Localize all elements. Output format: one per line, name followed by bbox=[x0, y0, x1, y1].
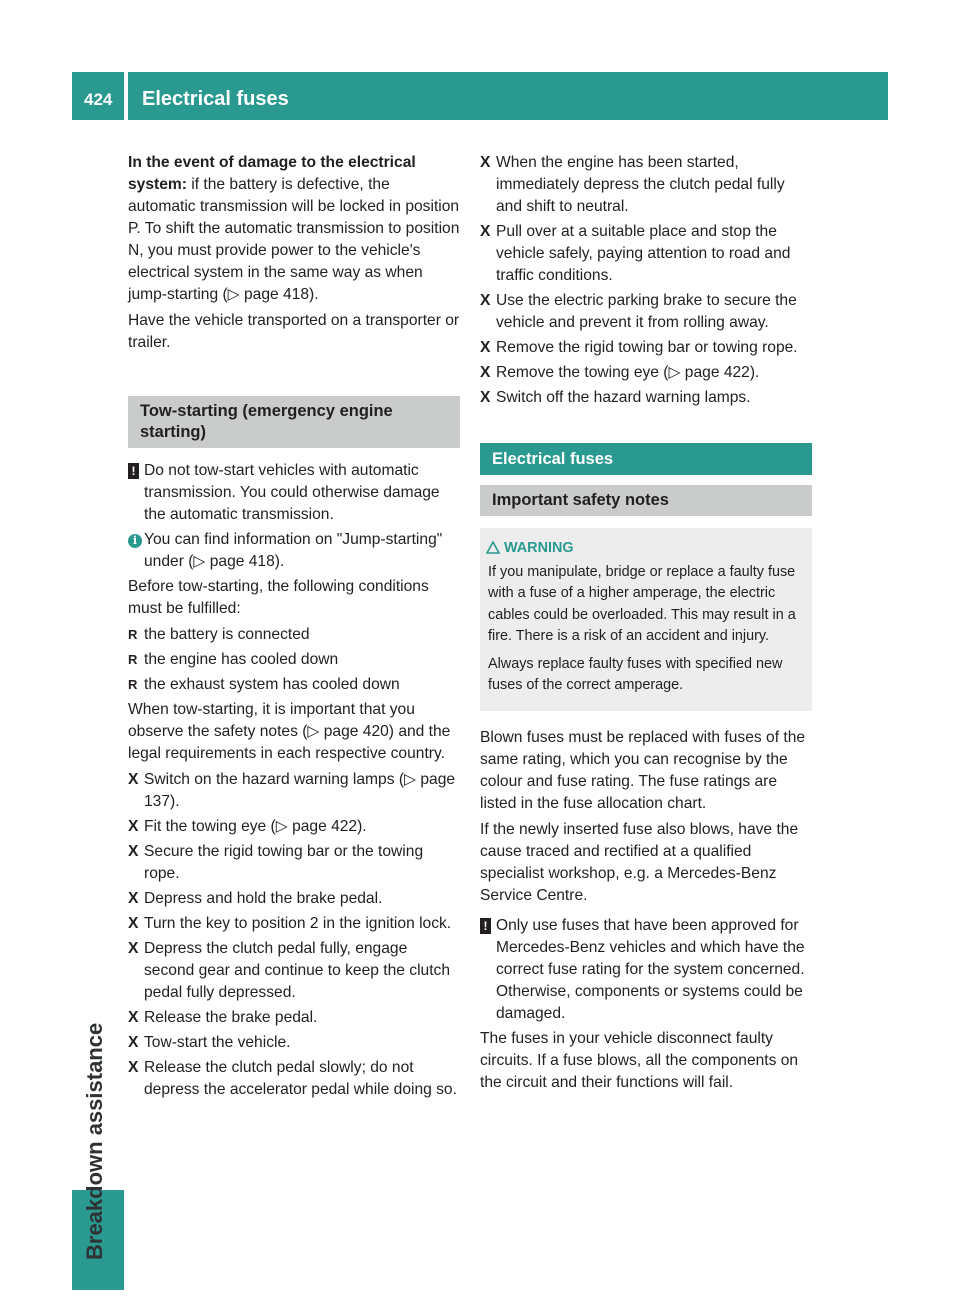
step-arrow-icon: X bbox=[128, 818, 139, 835]
list-item: R the engine has cooled down bbox=[128, 649, 460, 671]
paragraph-text: if the battery is defective, the automatic transmission will be locked in position P. To shift the automatic transmission to position N, you must provide power to the vehicle's electrical system in the same way as when jump-starting (▷ page 418). bbox=[128, 176, 460, 303]
section-heading: Tow-starting (emergency engine starting) bbox=[128, 396, 460, 448]
step-item: X Tow-start the vehicle. bbox=[128, 1032, 460, 1054]
page-title: Electrical fuses bbox=[142, 88, 289, 110]
step-item: X Switch off the hazard warning lamps. bbox=[480, 387, 812, 409]
info-text: You can find information on "Jump-starting" under (▷ page 418). bbox=[144, 531, 443, 570]
step-item: X Depress the clutch pedal fully, engage second gear and continue to keep the clutch pedal fully depressed. bbox=[128, 940, 451, 1001]
paragraph bbox=[128, 152, 460, 306]
bullet-icon: R bbox=[128, 627, 138, 642]
paragraph: Have the vehicle transported on a transporter or trailer. bbox=[128, 312, 460, 351]
step-arrow-icon: X bbox=[128, 1009, 139, 1026]
info-icon: i bbox=[128, 529, 142, 551]
step-arrow-icon: X bbox=[128, 843, 139, 860]
step-item: X Remove the towing eye (▷ page 422). bbox=[480, 362, 812, 384]
step-arrow-icon: X bbox=[480, 389, 491, 406]
step-arrow-icon: X bbox=[128, 1034, 139, 1051]
step-item: X Fit the towing eye (▷ page 422). bbox=[128, 816, 460, 838]
bullet-icon: R bbox=[128, 652, 138, 667]
paragraph: If the newly inserted fuse also blows, have the cause traced and rectified at a qualified specialist workshop, e.g. a Mercedes-Benz Service Centre. bbox=[480, 820, 799, 904]
paragraph-lead: In the event of damage to the electrical system: bbox=[128, 154, 416, 193]
page-number: 424 bbox=[84, 90, 113, 109]
step-arrow-icon: X bbox=[480, 223, 491, 240]
bullet-icon: R bbox=[128, 677, 138, 692]
step-item: X Secure the rigid towing bar or the towing rope. bbox=[128, 843, 424, 882]
paragraph: Blown fuses must be replaced with fuses of the same rating, which you can recognise by the colour and fuse rating. The fuse ratings are listed in the fuse allocation chart. bbox=[480, 728, 806, 812]
step-arrow-icon: X bbox=[128, 940, 139, 957]
exclamation-icon: ! bbox=[480, 915, 491, 937]
caution-note bbox=[128, 460, 460, 526]
list-item: R the exhaust system has cooled down bbox=[128, 674, 460, 696]
left-column bbox=[128, 152, 460, 1104]
step-item: X Release the brake pedal. bbox=[128, 1007, 460, 1029]
step-arrow-icon: X bbox=[480, 339, 491, 356]
step-arrow-icon: X bbox=[128, 771, 139, 788]
exclamation-icon: ! bbox=[128, 460, 139, 482]
step-item: X Pull over at a suitable place and stop the vehicle safely, paying attention to road and traffic conditions. bbox=[480, 223, 791, 284]
step-item: X Depress and hold the brake pedal. bbox=[128, 888, 460, 910]
step-arrow-icon: X bbox=[128, 1059, 139, 1076]
step-arrow-icon: X bbox=[128, 890, 139, 907]
warning-box bbox=[480, 528, 812, 711]
caution-text: Only use fuses that have been approved for Mercedes-Benz vehicles and which have the correct fuse rating for the system concerned. Otherwise, components or systems could be damaged. bbox=[496, 916, 805, 1022]
warning-text: Always replace faulty fuses with specified new fuses of the correct amperage. bbox=[488, 655, 783, 693]
paragraph: Before tow-starting, the following conditions must be fulfilled: bbox=[128, 578, 429, 617]
caution-text: Do not tow-start vehicles with automatic transmission. You could otherwise damage the automatic transmission. bbox=[144, 462, 440, 523]
section-heading: Electrical fuses bbox=[480, 443, 812, 475]
paragraph: The fuses in your vehicle disconnect faulty circuits. If a fuse blows, all the components on the circuit and their functions will fail. bbox=[480, 1029, 799, 1091]
caution-note bbox=[480, 915, 812, 1025]
step-item: X Use the electric parking brake to secure the vehicle and prevent it from rolling away. bbox=[480, 292, 797, 331]
step-arrow-icon: X bbox=[480, 154, 491, 171]
step-item: X Remove the rigid towing bar or towing rope. bbox=[480, 337, 812, 359]
warning-text: If you manipulate, bridge or replace a faulty fuse with a fuse of a higher amperage, the electric cables could be overloaded. This may result in a fire. There is a risk of an accident and injury. bbox=[488, 563, 796, 644]
step-arrow-icon: X bbox=[480, 292, 491, 309]
step-item: X Release the clutch pedal slowly; do not depress the accelerator pedal while doing so. bbox=[128, 1059, 457, 1098]
warning-title: WARNING bbox=[488, 538, 804, 560]
step-item: X Switch on the hazard warning lamps (▷ page 137). bbox=[128, 771, 456, 810]
step-arrow-icon: X bbox=[128, 915, 139, 932]
info-note bbox=[128, 529, 460, 573]
paragraph: When tow-starting, it is important that you observe the safety notes (▷ page 420) and the legal requirements in each respective country. bbox=[128, 701, 451, 762]
step-item: X Turn the key to position 2 in the ignition lock. bbox=[128, 913, 460, 935]
right-column bbox=[480, 152, 812, 1098]
step-arrow-icon: X bbox=[480, 364, 491, 381]
step-item: X When the engine has been started, immediately depress the clutch pedal fully and shift to neutral. bbox=[480, 154, 785, 215]
subsection-heading: Important safety notes bbox=[480, 485, 812, 516]
warning-triangle-icon bbox=[486, 540, 500, 562]
side-section-title: Breakdown assistance bbox=[82, 1022, 107, 1260]
list-item: R the battery is connected bbox=[128, 624, 460, 646]
